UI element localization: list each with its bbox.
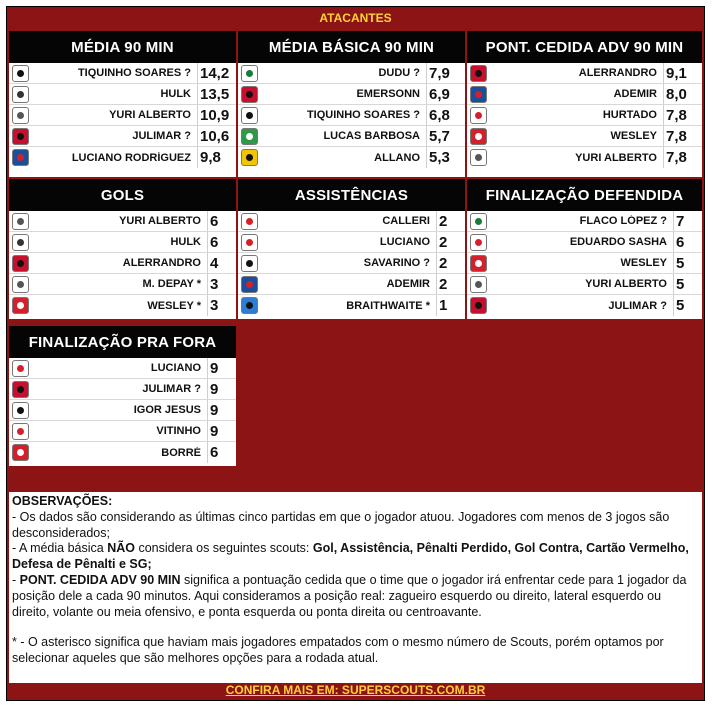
crest-emblem <box>17 407 24 414</box>
crest-emblem <box>475 260 482 267</box>
player-value: 4 <box>207 253 236 273</box>
player-name: WESLEY * <box>147 299 201 312</box>
sao-paulo-crest-icon <box>12 360 29 377</box>
player-name: TIQUINHO SOARES ? <box>306 109 420 121</box>
table-row <box>9 295 236 316</box>
table-header: FINALIZAÇÃO PRA FORA <box>9 326 236 358</box>
vitoria-crest-icon <box>12 255 29 272</box>
observation-4: * - O asterisco significa que haviam mais jogadores empatados com o mesmo número de Scouts, porém optamos por selecionar aqueles que são melhores opções para a rodada atual. <box>12 635 664 666</box>
player-value: 7 <box>673 211 702 231</box>
player-value: 5,3 <box>426 147 465 168</box>
player-name: WESLEY <box>620 257 667 269</box>
sao-paulo-crest-icon <box>470 107 487 124</box>
botafogo-crest-icon <box>12 402 29 419</box>
player-value: 5 <box>673 274 702 294</box>
player-value: 3 <box>207 295 236 316</box>
player-name: ADEMIR <box>613 88 657 100</box>
table-row <box>238 84 465 105</box>
table-body <box>9 211 236 316</box>
obs-text: considera os seguintes scouts: <box>134 541 313 556</box>
spacer <box>12 620 699 635</box>
player-name: LUCIANO <box>150 362 201 374</box>
player-name: BORRÉ <box>161 446 201 459</box>
table-header: ASSISTÊNCIAS <box>238 179 465 211</box>
observations-title: OBSERVAÇÕES: <box>12 494 113 508</box>
footer <box>7 681 704 700</box>
crest-emblem <box>475 154 482 161</box>
crest-emblem <box>246 281 253 288</box>
crest-emblem <box>17 302 24 309</box>
crest-emblem <box>17 281 24 288</box>
table-finalizacao-defendida <box>467 179 702 319</box>
player-value: 7,8 <box>663 105 702 125</box>
player-value: 7,9 <box>426 63 465 83</box>
crest-emblem <box>475 281 482 288</box>
player-name: YURI ALBERTO <box>585 278 667 290</box>
atletico-mg-crest-icon <box>12 234 29 251</box>
botafogo-crest-icon <box>241 107 258 124</box>
crest-emblem <box>475 112 482 119</box>
crest-emblem <box>17 70 24 77</box>
player-name: HULK <box>160 88 191 100</box>
player-name: EMERSONN <box>356 88 420 100</box>
table-row <box>238 147 465 168</box>
crest-emblem <box>246 91 253 98</box>
crest-emblem <box>246 133 253 140</box>
player-name: TIQUINHO SOARES ? <box>77 67 191 79</box>
player-name: YURI ALBERTO <box>109 109 191 121</box>
botafogo-crest-icon <box>12 65 29 82</box>
observation-1: - Os dados são considerando as últimas cinco partidas em que o jogador atuou. Jogadores com menos de 3 jogos são desconsiderados; <box>12 509 670 540</box>
corinthians-crest-icon <box>12 107 29 124</box>
internacional-crest-icon <box>12 297 29 314</box>
player-name: IGOR JESUS <box>133 404 201 416</box>
table-row <box>467 274 702 295</box>
table-row <box>467 232 702 253</box>
table-row <box>238 126 465 147</box>
player-name: LUCIANO <box>379 236 430 248</box>
vitoria-crest-icon <box>470 65 487 82</box>
crest-emblem <box>246 260 253 267</box>
obs-text: significa a pontuação cedida que o time que o jogador irá enfrentar cede para 1 jogador da posição dele a cada 90 minutos. Aqui consideramos a posição real: zagueiro esquerdo ou direito, lateral esquerdo ou direito, volante ou meia ofensivo, e ponta esquerda ou ponta direita ou centroavante. <box>12 572 687 619</box>
table-row <box>467 211 702 232</box>
crest-emblem <box>17 133 24 140</box>
table-row <box>238 295 465 316</box>
criciuma-crest-icon <box>241 149 258 166</box>
player-value: 14,2 <box>197 63 236 83</box>
player-value: 9 <box>207 400 236 420</box>
player-name: ALERRANDRO <box>122 257 201 269</box>
crest-emblem <box>475 302 482 309</box>
table-finalizacao-pra-fora <box>9 326 236 466</box>
crest-emblem <box>475 239 482 246</box>
athletico-pr-crest-icon <box>241 86 258 103</box>
player-value: 7,8 <box>663 147 702 168</box>
player-name: ADEMIR <box>386 278 430 290</box>
corinthians-crest-icon <box>470 149 487 166</box>
table-header: MÉDIA 90 MIN <box>9 31 236 63</box>
player-name: LUCIANO RODRÍGUEZ <box>71 151 191 164</box>
player-name: M. DEPAY * <box>142 278 201 290</box>
table-row <box>9 147 236 168</box>
bahia-crest-icon <box>470 86 487 103</box>
player-name: EDUARDO SASHA <box>569 236 667 248</box>
player-value: 6,9 <box>426 84 465 104</box>
section-title: ATACANTES <box>319 11 392 25</box>
botafogo-crest-icon <box>241 255 258 272</box>
crest-emblem <box>17 428 24 435</box>
crest-emblem <box>17 91 24 98</box>
player-name: WESLEY <box>610 130 657 142</box>
player-name: FLACO LÓPEZ ? <box>579 215 667 227</box>
corinthians-crest-icon <box>12 276 29 293</box>
observation-3 <box>12 573 699 620</box>
player-name: BRAITHWAITE * <box>346 299 430 312</box>
crest-emblem <box>17 386 24 393</box>
bahia-crest-icon <box>12 149 29 166</box>
table-body <box>238 63 465 168</box>
player-name: DUDU ? <box>378 67 420 79</box>
atletico-mg-crest-icon <box>12 86 29 103</box>
crest-emblem <box>17 365 24 372</box>
player-name: YURI ALBERTO <box>575 151 657 164</box>
crest-emblem <box>475 91 482 98</box>
table-header: MÉDIA BÁSICA 90 MIN <box>238 31 465 63</box>
table-row <box>238 232 465 253</box>
table-header: GOLS <box>9 179 236 211</box>
table-row <box>9 421 236 442</box>
player-value: 2 <box>436 274 465 294</box>
table-row <box>9 379 236 400</box>
table-row <box>467 84 702 105</box>
table-row <box>9 358 236 379</box>
table-row <box>9 105 236 126</box>
obs-text: - <box>12 572 20 587</box>
player-value: 7,8 <box>663 126 702 146</box>
player-value: 6,8 <box>426 105 465 125</box>
crest-emblem <box>246 239 253 246</box>
table-body <box>9 63 236 168</box>
player-name: VITINHO <box>156 425 201 437</box>
table-assistencias <box>238 179 465 319</box>
player-value: 5 <box>673 253 702 273</box>
player-name: LUCAS BARBOSA <box>323 130 420 142</box>
player-name: YURI ALBERTO <box>119 215 201 227</box>
player-name: ALERRANDRO <box>578 67 657 79</box>
crest-emblem <box>475 70 482 77</box>
crest-emblem <box>17 449 24 456</box>
infographic-frame <box>6 6 705 701</box>
table-row <box>467 105 702 126</box>
player-value: 5,7 <box>426 126 465 146</box>
obs-bold: Gol, Assistência, Pênalti Perdido, Gol Contra, Cartão Vermelho, Defesa de Pênalti e SG; <box>12 541 689 572</box>
player-value: 2 <box>436 253 465 273</box>
bahia-crest-icon <box>241 276 258 293</box>
player-value: 6 <box>673 232 702 252</box>
table-row <box>467 147 702 168</box>
player-value: 9,1 <box>663 63 702 83</box>
player-name: ALLANO <box>374 151 420 164</box>
palmeiras-crest-icon <box>470 213 487 230</box>
gremio-crest-icon <box>241 297 258 314</box>
crest-emblem <box>246 218 253 225</box>
table-body <box>467 63 702 168</box>
player-value: 9 <box>207 358 236 378</box>
crest-emblem <box>246 302 253 309</box>
internacional-crest-icon <box>12 444 29 461</box>
crest-emblem <box>17 112 24 119</box>
obs-text: - A média básica <box>12 541 108 556</box>
player-value: 5 <box>673 295 702 316</box>
player-value: 2 <box>436 232 465 252</box>
player-name: HURTADO <box>602 109 657 121</box>
table-row <box>238 274 465 295</box>
player-value: 6 <box>207 211 236 231</box>
crest-emblem <box>17 260 24 267</box>
bragantino-crest-icon <box>470 234 487 251</box>
table-header: FINALIZAÇÃO DEFENDIDA <box>467 179 702 211</box>
player-name: SAVARINO ? <box>363 257 430 269</box>
table-media-basica-90-min <box>238 31 465 177</box>
internacional-crest-icon <box>470 128 487 145</box>
crest-emblem <box>475 218 482 225</box>
table-pont-cedida-adv <box>467 31 702 177</box>
table-row <box>238 253 465 274</box>
table-media-90-min <box>9 31 236 177</box>
obs-bold: NÃO <box>107 541 135 556</box>
crest-emblem <box>17 239 24 246</box>
player-value: 10,6 <box>197 126 236 146</box>
player-value: 9 <box>207 379 236 399</box>
player-name: HULK <box>170 236 201 248</box>
obs-bold: PONT. CEDIDA ADV 90 MIN <box>19 572 181 587</box>
table-row <box>238 63 465 84</box>
player-value: 9,8 <box>197 147 236 168</box>
table-row <box>467 295 702 316</box>
juventude-crest-icon <box>241 128 258 145</box>
sao-paulo-crest-icon <box>241 234 258 251</box>
player-name: JULIMAR ? <box>132 130 191 142</box>
table-row <box>9 253 236 274</box>
palmeiras-crest-icon <box>241 65 258 82</box>
player-value: 1 <box>436 295 465 316</box>
table-row <box>467 253 702 274</box>
crest-emblem <box>475 133 482 140</box>
player-value: 13,5 <box>197 84 236 104</box>
player-value: 2 <box>436 211 465 231</box>
table-row <box>9 63 236 84</box>
table-row <box>9 84 236 105</box>
player-value: 9 <box>207 421 236 441</box>
table-gols <box>9 179 236 319</box>
sao-paulo-crest-icon <box>241 213 258 230</box>
athletico-pr-crest-icon <box>12 128 29 145</box>
table-row <box>238 211 465 232</box>
corinthians-crest-icon <box>12 213 29 230</box>
observations-panel <box>9 492 702 683</box>
observation-2 <box>12 541 699 573</box>
table-row <box>467 63 702 84</box>
crest-emblem <box>246 70 253 77</box>
crest-emblem <box>246 154 253 161</box>
player-value: 3 <box>207 274 236 294</box>
table-row <box>9 211 236 232</box>
player-value: 6 <box>207 232 236 252</box>
footer-link[interactable]: CONFIRA MAIS EM: SUPERSCOUTS.COM.BR <box>225 683 486 697</box>
player-value: 8,0 <box>663 84 702 104</box>
player-name: CALLERI <box>382 215 430 227</box>
table-row <box>9 442 236 463</box>
player-name: JULIMAR ? <box>142 383 201 395</box>
table-row <box>9 126 236 147</box>
crest-emblem <box>246 112 253 119</box>
table-body <box>467 211 702 316</box>
table-body <box>238 211 465 316</box>
player-name: JULIMAR ? <box>608 299 667 312</box>
crest-emblem <box>17 218 24 225</box>
table-row <box>9 400 236 421</box>
table-body <box>9 358 236 463</box>
table-header: PONT. CEDIDA ADV 90 MIN <box>467 31 702 63</box>
athletico-pr-crest-icon <box>12 381 29 398</box>
athletico-pr-crest-icon <box>470 297 487 314</box>
table-row <box>9 232 236 253</box>
table-row <box>238 105 465 126</box>
internacional-crest-icon <box>470 255 487 272</box>
crest-emblem <box>17 154 24 161</box>
table-row <box>9 274 236 295</box>
player-value: 6 <box>207 442 236 463</box>
table-row <box>467 126 702 147</box>
bragantino-crest-icon <box>12 423 29 440</box>
player-value: 10,9 <box>197 105 236 125</box>
corinthians-crest-icon <box>470 276 487 293</box>
